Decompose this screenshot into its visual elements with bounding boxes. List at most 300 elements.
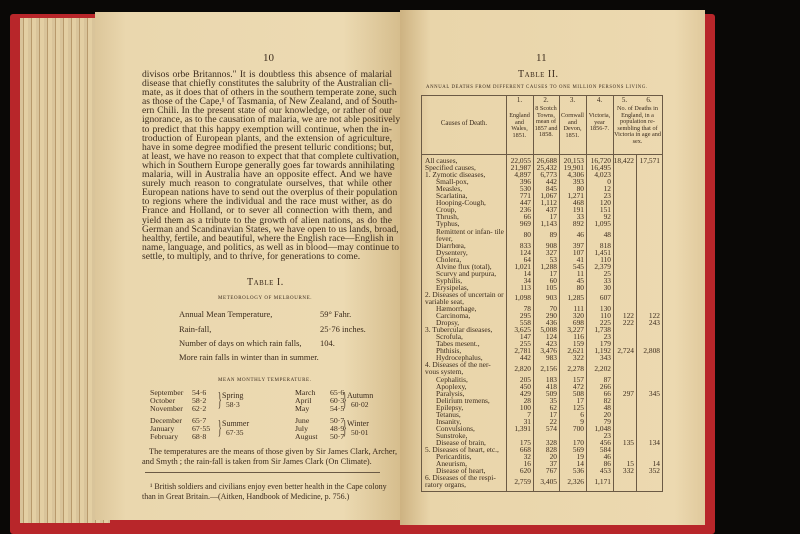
cell-value: 3,476 [540,346,557,356]
cell-value: 2,759 [514,476,531,486]
cell-value: 64 [523,254,531,264]
body-line: which in Southern Europe generally goes far towards annihilating [142,159,395,171]
cell-value: 1,095 [594,219,611,229]
cell-value: 159 [572,339,584,349]
cell-value: 110 [600,311,611,321]
cell-value: 903 [545,293,557,303]
winter-rain-note: More rain falls in winter than in summer. [179,352,319,362]
header-col-label: Cornwall and Devon, 1851. [560,112,585,139]
cell-value: 16 [523,459,531,469]
body-line: European nations have to send out the overplus of their population [142,187,398,199]
cell-value: 92 [603,212,611,222]
cell-value: 393 [572,177,584,187]
cell-value: 1,143 [540,219,557,229]
cell-value: 584 [599,445,611,455]
body-line: to regions where the individual and the race must wither, as do [142,196,392,208]
cell-value: 107 [572,247,584,257]
cell-value: 183 [545,374,557,384]
cell-value: 147 [519,332,531,342]
cell-value: 122 [622,311,634,321]
cell-value: 418 [545,381,557,391]
cell-value: 19 [576,452,584,462]
brace: } [217,417,222,439]
header-col56-label: No. of Deaths in England, in a population re-sembling that of Victoria in age and sex. [614,105,661,145]
annual-mean-value: 59° Fahr. [320,309,352,319]
header-col-label: England and Wales, 1851. [509,112,530,139]
body-line: troduction of European plants, and the extension of agriculture, [142,132,392,144]
cell-value: 79 [603,416,611,426]
cell-value: 66 [523,212,531,222]
cause-label: Hooping-Cough, [436,198,486,208]
cell-value: 151 [599,205,611,215]
cause-label: Specified causes, [425,163,476,173]
cell-value: 9 [580,416,584,426]
cell-value: 436 [545,318,557,328]
header-col-number: 5. [621,96,628,104]
cell-value: 122 [648,311,660,321]
body-line: ern Chili. In the present state of our knowledge, or rather of our [142,105,392,117]
brace: } [342,389,347,411]
cell-value: 508 [572,388,584,398]
table-row [422,228,662,242]
cell-value: 11 [576,268,584,278]
cell-value: 6 [580,409,584,419]
cell-value: 1,171 [594,476,611,486]
cause-label: Tabes mesent., [436,339,480,349]
cell-value: 100 [519,402,531,412]
cell-value: 2,278 [567,363,584,373]
cell-value: 468 [572,198,584,208]
cause-label: Scrofula, [436,332,463,342]
cell-value: 17 [576,395,584,405]
cell-value: 4,306 [567,170,584,180]
body-line: surely much reason to congratulate ourselves, that while other [142,178,392,190]
cell-value: 17 [549,212,557,222]
table-row [422,291,662,305]
body-line: divisos orbe Britannos." It is doubtless this absence of malarial [142,69,392,80]
cell-value: 322 [572,353,584,363]
cause-label: Tetanus, [436,409,461,419]
cause-label: Dysentery, [436,247,468,257]
body-line: settle, to multiply, and to thrive, for generations to come. [142,250,361,262]
brace: } [342,417,347,439]
header-col-label: 8 Scotch Towns, mean of 1857 and 1858. [534,105,558,139]
cell-value: 70 [549,304,557,314]
cell-value: 983 [545,353,557,363]
cell-value: 17,571 [639,156,660,165]
cause-label: Thrush, [436,212,459,222]
cell-value: 447 [519,198,531,208]
cell-value: 48 [603,230,611,240]
cell-value: 46 [576,230,584,240]
cell-value: 113 [520,282,531,292]
cell-value: 2,621 [567,346,584,356]
cell-value: 352 [648,466,660,476]
cause-label: 1. Zymotic diseases, [425,170,486,180]
cause-label: Apoplexy, [436,381,467,391]
cell-value: 15 [626,459,634,469]
cell-value: 290 [545,311,557,321]
month-temp: 54·6 [192,388,207,397]
cell-value: 14 [523,268,531,278]
cause-label: Cephalitis, [436,374,468,384]
cell-value: 1,738 [594,325,611,335]
cell-value: 833 [519,240,531,250]
cell-value: 1,451 [594,247,611,257]
cause-label: 5. Diseases of heart, etc., [425,445,499,455]
cell-value: 456 [599,438,611,447]
cell-value: 45 [576,275,584,285]
cell-value: 48 [603,402,611,412]
cell-value: 23 [603,332,611,342]
cell-value: 3,405 [540,476,557,486]
body-line: at least, we have no reason to expect that that complete cultivation, [142,150,400,162]
header-col-number: 6. [646,96,652,104]
month-temp: 67·55 [192,424,211,433]
cell-value: 170 [572,438,584,447]
cell-value: 1,192 [594,346,611,356]
table-row [422,474,662,488]
month-label: December [150,416,183,425]
cause-label: Phthisis, [436,346,462,356]
table-row [422,361,662,375]
table2-title: Table II. [518,69,559,80]
monthly-temp-title: MEAN MONTHLY TEMPERATURE. [218,378,312,383]
body-line: yield them as a tribute to the growth of alien nations, as do the [142,214,392,226]
month-label: August [295,432,318,441]
cell-value: 442 [519,353,531,363]
cell-value: 969 [519,219,531,229]
cell-value: 17 [549,409,557,419]
cause-label: Sunstroke, [436,430,468,440]
month-temp: 65·6 [330,388,345,397]
cell-value: 423 [545,339,557,349]
body-line: German and Scandinavian States, we have open to us lands, broad, [142,223,399,235]
cell-value: 771 [519,191,531,201]
cell-value: 345 [648,388,660,398]
cause-label: Typhus, [436,219,460,229]
cell-value: 31 [523,416,531,426]
cell-value: 558 [519,318,531,328]
month-temp: 50·7 [330,432,345,441]
cell-value: 700 [572,423,584,433]
body-line: mate, as it does that of others in the southern temperate zone, such [142,87,397,99]
cell-value: 130 [599,304,611,314]
cell-value: 845 [545,184,557,194]
cell-value: 66 [603,388,611,398]
page-number-left: 10 [263,52,274,64]
cell-value: 908 [545,240,557,250]
cell-value: 509 [545,388,557,398]
brace: } [217,389,222,411]
cell-value: 1,285 [567,293,584,303]
cell-value: 62 [549,402,557,412]
cell-value: 569 [572,445,584,455]
cell-value: 17 [549,268,557,278]
cause-label: 6. Diseases of the respi- ratory organs, [425,473,496,490]
month-label: May [295,404,310,413]
cause-label: Delirium tremens, [436,395,490,405]
cell-value: 34 [523,275,531,285]
cell-value: 0 [607,177,611,187]
season-name: Summer [222,419,250,428]
cell-value: 225 [599,318,611,328]
cause-label: Carcinoma, [436,311,471,321]
cell-value: 4,897 [514,170,531,180]
cell-value: 116 [573,332,584,342]
cell-value: 450 [519,381,531,391]
cell-value: 60 [549,275,557,285]
month-temp: 58·2 [192,396,207,405]
cell-value: 23 [603,191,611,201]
cell-value: 134 [648,438,660,447]
month-temp: 48·9 [330,424,345,433]
season-name: Winter [347,419,369,428]
table1-subtitle: METEOROLOGY OF MELBOURNE. [218,296,313,301]
footnote-line-2: than in Great Britain.—(Aitken, Handbook of Medicine, p. 756.) [142,492,350,501]
cell-value: 16,720 [590,156,611,165]
header-col-number: 2. [543,96,549,104]
cause-label: Measles, [436,184,463,194]
cell-value: 78 [523,304,531,314]
cell-value: 46 [603,452,611,462]
cell-value: 574 [545,423,557,433]
month-label: November [150,404,183,413]
cell-value: 295 [519,311,531,321]
cell-value: 472 [572,381,584,391]
cell-value: 1,048 [594,423,611,433]
season-mean: 50·01 [351,428,369,437]
cell-value: 818 [599,240,611,250]
cell-value: 1,067 [540,191,557,201]
cause-label: Hydrocephalus, [436,353,483,363]
rain-days-label: Number of days on which rain falls, [179,338,302,348]
cell-value: 397 [572,240,584,250]
cell-value: 105 [545,282,557,292]
table1-title: Table I. [247,277,284,288]
cell-value: 20 [603,409,611,419]
cell-value: 396 [519,177,531,187]
cell-value: 320 [572,311,584,321]
cell-value: 35 [549,395,557,405]
cell-value: 442 [545,177,557,187]
month-temp: 62·2 [192,404,207,413]
cause-label: Convulsions, [436,423,475,433]
season-name: Autumn [347,391,374,400]
season-mean: 67·35 [226,428,244,437]
cell-value: 255 [519,339,531,349]
cell-value: 429 [519,388,531,398]
cell-value: 14 [652,459,660,469]
cell-value: 124 [519,247,531,257]
body-paragraph [142,69,401,262]
annual-mean-label: Annual Mean Temperature, [179,309,273,319]
cell-value: 179 [599,339,611,349]
cell-value: 243 [648,318,660,328]
cell-value: 2,820 [514,363,531,373]
cell-value: 111 [573,304,584,314]
cell-value: 175 [519,438,531,447]
cause-label: All causes, [425,156,458,165]
cell-value: 1,112 [540,198,557,208]
cause-label: Aneurism, [436,459,467,469]
cell-value: 86 [603,459,611,469]
body-line: France and Holland, or to sever all connection with them, and [142,205,392,217]
cell-value: 33 [603,275,611,285]
cell-value: 222 [622,318,634,328]
header-rule [422,154,662,155]
table-row [422,199,662,206]
cause-label: Hæmorrhage, [436,304,477,314]
header-col-number: 4. [596,96,603,104]
cell-value: 343 [599,353,611,363]
deaths-table [421,95,663,492]
cell-value: 2,156 [540,363,557,373]
cause-label: Paralysis, [436,388,465,398]
body-line: name, language, and politics, as well as in blood—may continue to [142,241,400,253]
body-line: disease that chiefly constitutes the salubrity of the Australian cli- [142,78,392,90]
month-temp: 65·7 [192,416,207,425]
cell-value: 53 [549,254,557,264]
cell-value: 19,901 [563,163,584,173]
cause-label: Dropsy, [436,318,460,328]
cell-value: 892 [572,219,584,229]
month-label: April [295,396,312,405]
cell-value: 1,271 [567,191,584,201]
cell-value: 25 [603,268,611,278]
month-label: February [150,432,179,441]
cause-label: 3. Tubercular diseases, [425,325,493,335]
cell-value: 607 [599,293,611,303]
cell-value: 236 [519,205,531,215]
cell-value: 80 [576,282,584,292]
cell-value: 20,153 [563,156,584,165]
cell-value: 2,202 [594,363,611,373]
cause-label: Insanity, [436,416,462,426]
cell-value: 23 [603,430,611,440]
header-col-label: Victoria, year 1856-7. [588,112,611,133]
body-line: malaria, will in Australia have an opposite effect. And we have [142,169,392,181]
cause-label: Epilepsy, [436,402,464,412]
month-label: October [150,396,176,405]
cell-value: 698 [572,318,584,328]
cell-value: 620 [519,466,531,476]
cell-value: 3,625 [514,325,531,335]
month-label: March [295,388,316,397]
cause-label: Alvine flux (total), [436,261,492,271]
cell-value: 25,432 [536,163,557,173]
cell-value: 6,773 [540,170,557,180]
rainfall-label: Rain-fall, [179,324,212,334]
cell-value: 82 [603,395,611,405]
cell-value: 437 [545,205,557,215]
cell-value: 2,808 [643,346,660,356]
cell-value: 28 [523,395,531,405]
cell-value: 125 [572,402,584,412]
cause-label: Erysipelas, [436,282,469,292]
cell-value: 327 [545,247,557,257]
month-temp: 54·5 [330,404,345,413]
cause-label: Remittent or infan- tile fever, [436,226,504,243]
cell-value: 41 [576,254,584,264]
cell-value: 20 [549,452,557,462]
cell-value: 297 [622,388,634,398]
source-note-line-1: The temperatures are the means of those given by Sir James Clark, Archer, [149,447,398,456]
cause-label: Diarrhœa, [436,240,466,250]
cause-label: Scurvy and purpura, [436,268,497,278]
body-line: have in some degree modified the present telluric conditions; but, [142,141,394,153]
cell-value: 536 [572,466,584,476]
cell-value: 110 [600,254,611,264]
cause-label: Pericarditis, [436,452,472,462]
footnote-rule [145,472,380,473]
cause-label: Croup, [436,205,457,215]
cell-value: 16,495 [590,163,611,173]
cell-value: 3,227 [567,325,584,335]
cell-value: 157 [572,374,584,384]
cell-value: 37 [549,459,557,469]
month-label: June [295,416,310,425]
cell-value: 1,391 [514,423,531,433]
cell-value: 32 [523,452,531,462]
cause-label: Small-pox, [436,177,469,187]
cell-value: 80 [576,184,584,194]
cell-value: 22 [549,416,557,426]
cause-label: Cholera, [436,254,462,264]
month-temp: 50·7 [330,416,345,425]
cell-value: 21,987 [510,163,531,173]
cell-value: 89 [549,230,557,240]
month-label: January [150,424,175,433]
cell-value: 668 [519,445,531,455]
cell-value: 530 [519,184,531,194]
cell-value: 33 [576,212,584,222]
season-mean: 60·02 [351,400,369,409]
cell-value: 14 [576,459,584,469]
cell-value: 4,023 [594,170,611,180]
cell-value: 7 [527,409,531,419]
cell-value: 545 [572,261,584,271]
cell-value: 12 [603,184,611,194]
rain-days-value: 104. [320,338,335,348]
cell-value: 2,326 [567,476,584,486]
body-line: to predict that this happy exemption will continue, when the in- [142,123,392,135]
body-line: as those of the Cape,¹ of Tasmania, of New Zealand, and of South- [142,96,398,108]
cause-label: Syphilis, [436,275,463,285]
footnote-line-1: ¹ British soldiers and civilians enjoy even better health in the Cape colony [150,482,387,491]
table2-subtitle: ANNUAL DEATHS FROM DIFFERENT CAUSES TO ONE MILLION PERSONS LIVING. [426,85,648,90]
cause-label: Scarlatina, [436,191,468,201]
season-mean: 58·3 [226,400,240,409]
cell-value: 332 [622,466,634,476]
header-col-number: 3. [569,96,576,104]
month-label: September [150,388,184,397]
cell-value: 2,781 [514,346,531,356]
cell-value: 120 [599,198,611,208]
body-line: healthy, fertile, and beautiful, where the English race—English in [142,232,394,244]
cell-value: 266 [599,381,611,391]
cell-value: 328 [545,438,557,447]
cell-value: 18,422 [613,156,634,165]
cell-value: 124 [545,332,557,342]
cause-label: 4. Diseases of the ner- vous system, [425,360,491,377]
header-causes: Causes of Death. [440,120,488,127]
cause-label: 2. Diseases of uncertain or variable seat, [425,289,504,306]
month-temp: 60·3 [330,396,345,405]
cell-value: 767 [545,466,557,476]
cell-value: 22,055 [510,156,531,165]
page-number-right: 11 [536,52,547,64]
